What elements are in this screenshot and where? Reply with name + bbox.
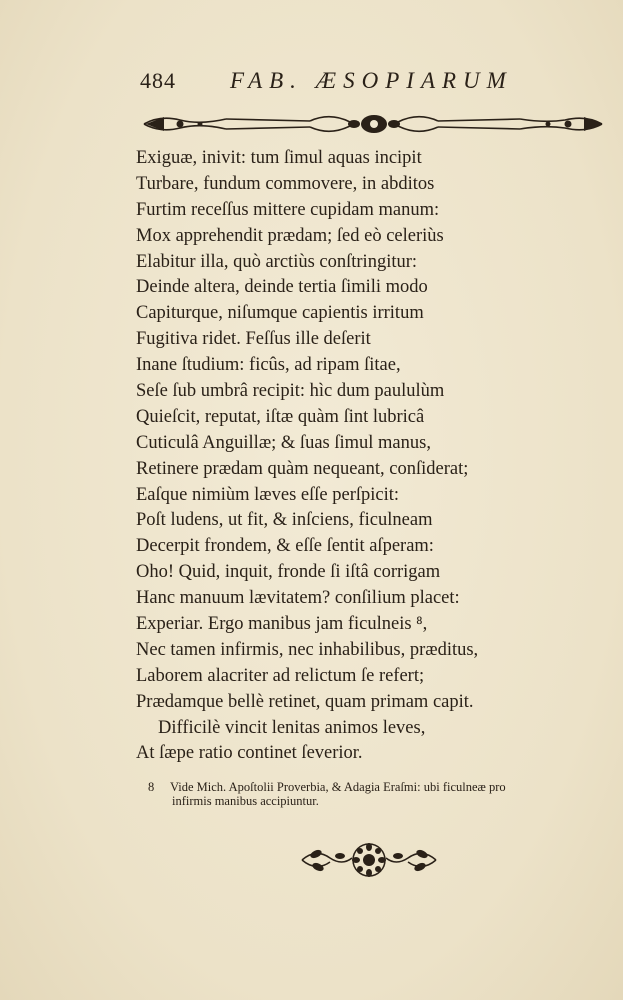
verse-block	[136, 146, 576, 767]
verse-line: Seſe ſub umbrâ recipit: hìc dum paululùm	[136, 381, 445, 402]
verse-line: Exiguæ, inivit: tum ſimul aquas incipit	[136, 148, 422, 168]
verse-line: Experiar. Ergo manibus jam ficulneis ⁸,	[136, 614, 428, 635]
verse-line: Laborem alacriter ad relictum ſe refert;	[136, 665, 425, 686]
verse-line: Furtim receſſus mittere cupidam manum:	[136, 199, 440, 220]
verse-line: Oho! Quid, inquit, fronde ſi iſtâ corrigam	[136, 562, 441, 583]
verse-line: Eaſque nimiùm læves eſſe perſpicit:	[136, 484, 400, 505]
verse-line: Decerpit frondem, & eſſe ſentit aſperam:	[136, 536, 434, 557]
footnote-text: Vide Mich. Apoſtolii Proverbia, & Adagia Eraſmi: ubi ficulneæ pro	[170, 780, 506, 794]
verse-line: Hanc manuum lævitatem? conſilium placet:	[136, 588, 460, 609]
verse-line: Prædamque bellè retinet, quam primam capit.	[136, 691, 474, 712]
footnote-text-continued: infirmis manibus accipiuntur.	[172, 794, 319, 808]
footnote	[148, 780, 618, 808]
verse-line: Capiturque, niſumque capientis irritum	[136, 303, 424, 324]
moral-line: At ſæpe ratio continet ſeverior.	[136, 743, 363, 764]
page-number: 484	[140, 68, 176, 93]
verse-line: Deinde altera, deinde tertia ſimili modo	[136, 277, 428, 298]
verse-line: Inane ſtudium: ficûs, ad ripam ſitae,	[136, 355, 401, 376]
verse-line: Quieſcit, reputat, iſtæ quàm ſint lubricâ	[136, 406, 425, 427]
verse-line: Cuticulâ Anguillæ; & ſuas ſimul manus,	[136, 432, 431, 453]
tailpiece-ornament	[296, 836, 442, 884]
verse-line: Mox apprehendit prædam; ſed eò celeriùs	[136, 225, 444, 246]
page-header	[140, 68, 560, 104]
verse-line: Elabitur illa, quò arctiùs conſtringitur:	[136, 251, 418, 272]
moral-line: Difficilè vincit lenitas animos leves,	[158, 717, 426, 738]
running-title: FAB. ÆSOPIARUM	[230, 68, 513, 93]
verse-line: Fugitiva ridet. Feſſus ille deſerit	[136, 329, 371, 350]
verse-line: Turbare, fundum commovere, in abditos	[136, 173, 435, 194]
verse-line: Retinere prædam quàm nequeant, conſiderat;	[136, 458, 469, 479]
footnote-marker: 8	[148, 780, 155, 794]
headpiece-ornament	[140, 110, 608, 138]
verse-line: Nec tamen infirmis, nec inhabilibus, præditus,	[136, 639, 479, 660]
verse-line: Poſt ludens, ut fit, & inſciens, ficulneam	[136, 510, 433, 531]
